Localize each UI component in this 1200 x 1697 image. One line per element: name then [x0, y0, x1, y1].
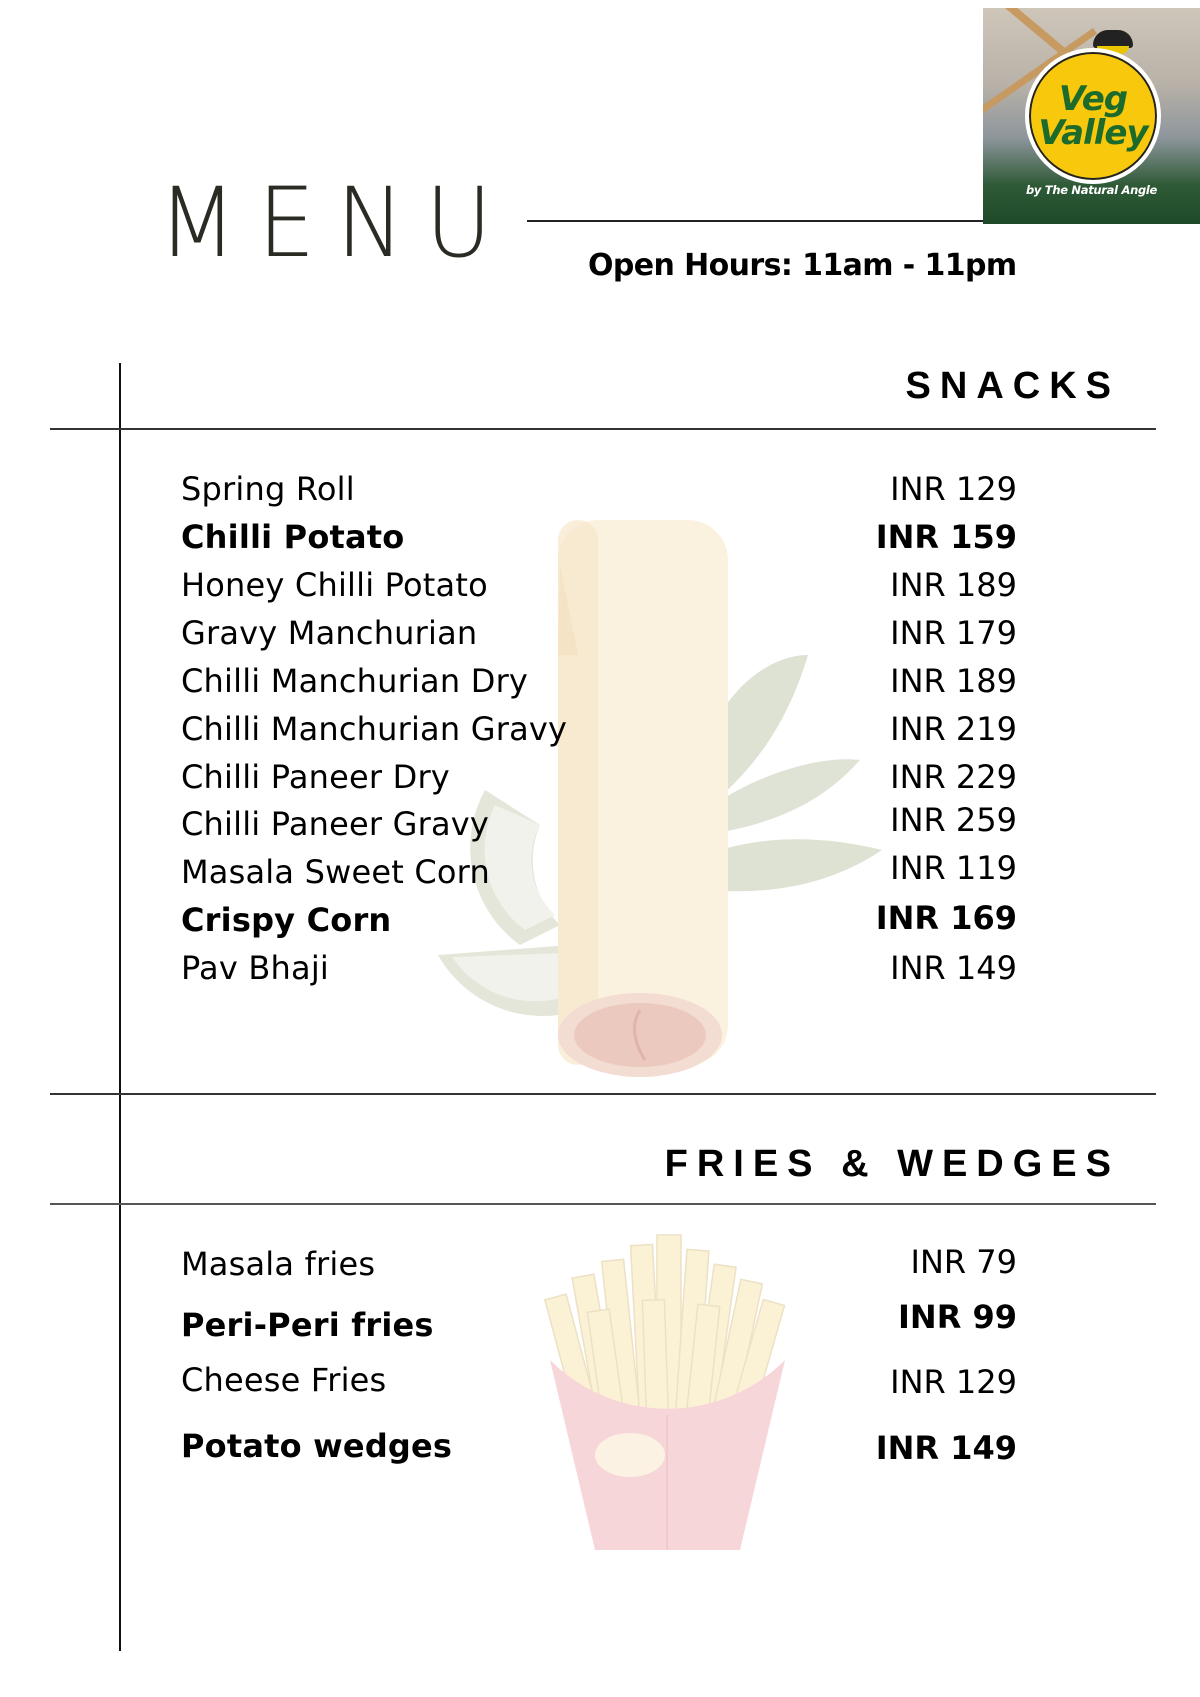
menu-item-price: INR 189 [890, 566, 1017, 604]
menu-item-price: INR 259 [890, 801, 1017, 839]
menu-item-price: INR 129 [890, 1363, 1017, 1401]
menu-item-name: Masala fries [181, 1245, 376, 1283]
menu-item-price: INR 219 [890, 710, 1017, 748]
spring-roll-illustration [430, 505, 900, 1085]
snacks-divider [50, 428, 1156, 430]
menu-item-name: Honey Chilli Potato [181, 566, 488, 604]
left-vertical-rule [119, 363, 121, 1651]
section-heading-fries-wedges: FRIES & WEDGES [664, 1143, 1120, 1185]
menu-item-name: Chilli Manchurian Dry [181, 662, 529, 700]
menu-item-name: Crispy Corn [181, 901, 392, 939]
logo-badge [1025, 48, 1161, 184]
menu-item-price: INR 129 [890, 470, 1017, 508]
menu-item-price: INR 159 [875, 518, 1017, 556]
header-divider [527, 220, 985, 222]
menu-item-name: Spring Roll [181, 470, 355, 508]
menu-item-name: Potato wedges [181, 1427, 453, 1465]
menu-item-name: Chilli Paneer Gravy [181, 805, 490, 843]
menu-item-name: Gravy Manchurian [181, 614, 478, 652]
menu-item-name: Chilli Paneer Dry [181, 758, 450, 796]
menu-item-price: INR 79 [910, 1243, 1017, 1281]
section-divider [50, 1093, 1156, 1095]
menu-item-name: Peri-Peri fries [181, 1306, 434, 1344]
menu-item-price: INR 119 [890, 849, 1017, 887]
french-fries-illustration [535, 1220, 800, 1560]
logo-brand-line1: Veg [1058, 79, 1128, 119]
menu-item-price: INR 189 [890, 662, 1017, 700]
section-heading-snacks: SNACKS [905, 365, 1120, 407]
menu-item-name: Masala Sweet Corn [181, 853, 490, 891]
menu-item-name: Cheese Fries [181, 1361, 387, 1399]
menu-item-price: INR 179 [890, 614, 1017, 652]
menu-item-price: INR 99 [898, 1298, 1017, 1336]
menu-item-name: Chilli Potato [181, 518, 405, 556]
fries-divider [50, 1203, 1156, 1205]
menu-item-price: INR 149 [890, 949, 1017, 987]
brand-logo [983, 8, 1200, 224]
open-hours: Open Hours: 11am - 11pm [588, 248, 1017, 283]
menu-item-name: Chilli Manchurian Gravy [181, 710, 568, 748]
menu-item-price: INR 229 [890, 758, 1017, 796]
logo-brand-line2: Valley [1038, 113, 1148, 153]
page-title: MENU [158, 167, 513, 279]
menu-item-name: Pav Bhaji [181, 949, 330, 987]
logo-tagline: by The Natural Angle [1025, 183, 1158, 197]
menu-item-price: INR 149 [875, 1429, 1017, 1467]
menu-item-price: INR 169 [875, 899, 1017, 937]
